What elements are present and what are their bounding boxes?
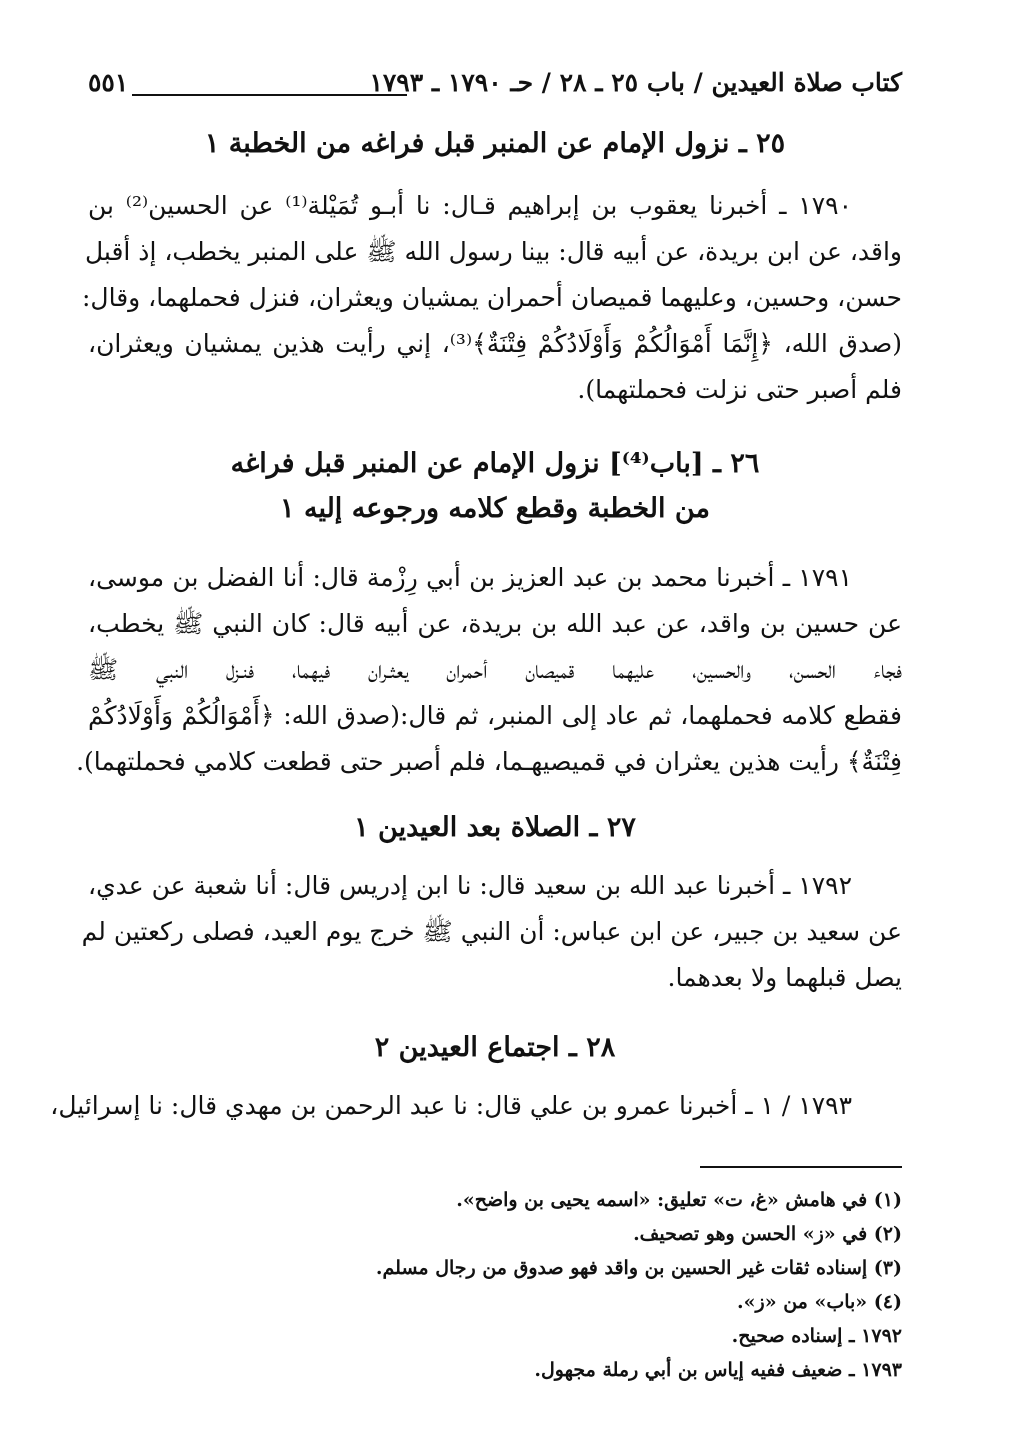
footnote-rule <box>700 1166 902 1168</box>
hadith-1793 <box>50 1083 902 1129</box>
text-line: يصل قبلهما ولا بعدهما. <box>667 963 902 992</box>
footnote-4: (٤) «باب» من «ز». <box>737 1291 902 1313</box>
hadith-1792 <box>81 863 902 1001</box>
text-line: عن سعيد بن جبير، عن ابن عباس: أن النبي ﷺ خرج يوم العيد، فصلى ركعتين لم <box>81 917 902 946</box>
footnote-1793: ١٧٩٣ ـ ضعيف ففيه إياس بن أبي رملة مجهول. <box>534 1359 902 1381</box>
section-heading-27: ٢٧ ـ الصلاة بعد العيدين ١ <box>354 812 636 843</box>
running-header <box>88 68 902 108</box>
footnote-3: (٣) إسناده ثقات غير الحسين بن واقد فهو صدوق من رجال مسلم. <box>375 1257 902 1279</box>
footnote-2: (٢) في «ز» الحسن وهو تصحيف. <box>633 1223 902 1245</box>
text-line: ١٧٩١ ـ أخبرنا محمد بن عبد العزيز بن أبي رِزْمة قال: أنا الفضل بن موسى، <box>88 563 852 592</box>
text-line: فجاء الحسن، والحسين، عليهما قميصان أحمران يعثـران فيهما، فنـزل النبي ﷺ <box>88 655 902 684</box>
text-line: ١٧٩٢ ـ أخبرنا عبد الله بن سعيد قال: نا ابن إدريس قال: أنا شعبة عن عدي، <box>88 871 852 900</box>
footnotes <box>150 1183 902 1387</box>
text-line: عن حسين بن واقد، عن عبد الله بن بريدة، عن أبيه قال: كان النبي ﷺ يخطب، <box>88 609 902 638</box>
section-heading-28: ٢٨ ـ اجتماع العيدين ٢ <box>374 1032 616 1063</box>
text-line: فقطع كلامه فحملهما، ثم عاد إلى المنبر، ثم قال:(صدق الله: ﴿أَمْوَالُكُمْ وَأَوْلَادُكُمْ <box>88 701 902 730</box>
footnote-1: (١) في هامش «غ، ت» تعليق: «اسمه يحيى بن واضح». <box>456 1189 902 1211</box>
text-line: فِتْنَةٌ﴾ رأيت هذين يعثران في قميصيهـما، فلم أصبر حتى قطعت كلامي فحملتهما). <box>76 747 902 776</box>
text-line: فلم أصبر حتى نزلت فحملتهما). <box>577 375 902 404</box>
section-heading-25: ٢٥ ـ نزول الإمام عن المنبر قبل فراغه من الخطبة ١ <box>204 128 786 159</box>
page-number: ٥٥١ <box>88 68 129 97</box>
header-title: كتاب صلاة العيدين / باب ٢٥ ـ ٢٨ / حـ ١٧٩٠ ـ ١٧٩٣ <box>369 68 902 97</box>
text-line: حسن، وحسين، وعليهما قميصان أحمران يمشيان ويعثران، فنزل فحملهما، وقال: <box>81 283 902 312</box>
text-line: ١٧٩٠ ـ أخبرنا يعقوب بن إبراهيم قـال: نا أبـو تُمَيْلة⁽¹⁾ عن الحسين⁽²⁾ بن <box>88 191 853 220</box>
footnote-1792: ١٧٩٢ ـ إسناده صحيح. <box>731 1325 902 1347</box>
text-line: (صدق الله، ﴿إِنَّمَا أَمْوَالُكُمْ وَأَوْلَادُكُمْ فِتْنَةٌ﴾⁽³⁾، إني رأيت هذين يمشيان ويعثران، <box>88 329 903 358</box>
hadith-1791 <box>76 555 902 785</box>
section-heading-26-line-1: ٢٦ ـ [باب⁽⁴⁾] نزول الإمام عن المنبر قبل فراغه <box>230 448 760 479</box>
header-rule <box>132 94 407 96</box>
hadith-1790 <box>81 183 903 413</box>
section-heading-26-line-2: من الخطبة وقطع كلامه ورجوعه إليه ١ <box>280 493 710 524</box>
text-line: واقد، عن ابن بريدة، عن أبيه قال: بينا رسول الله ﷺ على المنبر يخطب، إذ أقبل <box>84 237 902 266</box>
text-line: ١٧٩٣ / ١ ـ أخبرنا عمرو بن علي قال: نا عبد الرحمن بن مهدي قال: نا إسرائيل، <box>50 1091 852 1120</box>
